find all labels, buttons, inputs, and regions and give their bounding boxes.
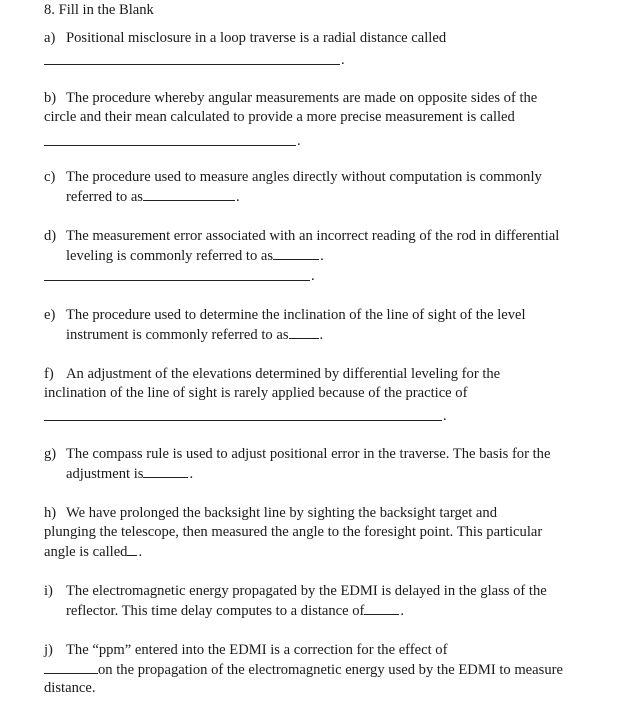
question-g-label: g)	[44, 446, 57, 462]
question-f-text-line1: An adjustment of the elevations determined by differential leveling for the	[66, 366, 501, 382]
question-j-text-line3: distance.	[44, 680, 96, 696]
question-a-text: Positional misclosure in a loop traverse is a radial distance called	[66, 30, 447, 46]
question-i-line2: reflector. This time delay computes to a distance of .	[66, 603, 405, 619]
question-j-label: j)	[44, 642, 53, 658]
question-b-text-line1: The procedure whereby angular measurements are made on opposite sides of the	[66, 90, 538, 106]
question-j-line2	[44, 660, 563, 679]
answer-blank-c[interactable]	[143, 187, 235, 201]
question-f-label: f)	[44, 366, 54, 382]
answer-blank-e[interactable]	[289, 325, 319, 339]
section-title: 8. Fill in the Blank	[44, 2, 154, 18]
question-f-text-line2: inclination of the line of sight is rarely applied because of the practice of	[44, 385, 468, 401]
period: .	[443, 408, 447, 424]
period: .	[311, 268, 315, 284]
question-d-text-line1: The measurement error associated with an incorrect reading of the rod in differential	[66, 228, 560, 244]
question-d-line2: leveling is commonly referred to as .	[66, 248, 324, 264]
question-d-text-line2: leveling is commonly referred to as	[66, 248, 274, 264]
question-b-text-line2: circle and their mean calculated to provide a more precise measurement is called	[44, 109, 515, 125]
question-h-line3: angle is called .	[44, 544, 143, 560]
question-i-label: i)	[44, 583, 53, 599]
question-d-label: d)	[44, 228, 57, 244]
question-e-line2: instrument is commonly referred to as .	[66, 327, 324, 343]
question-h-text-line2: plunging the telescope, then measured the angle to the foresight point. This particular	[44, 524, 543, 540]
question-e-label: e)	[44, 307, 56, 323]
question-h-text-line3: angle is called	[44, 544, 128, 560]
answer-blank-a[interactable]	[44, 64, 340, 65]
question-c-text-line1: The procedure used to measure angles directly without computation is commonly	[66, 169, 542, 185]
answer-blank-d[interactable]	[44, 280, 310, 281]
question-g-text-line2: adjustment is	[66, 466, 144, 482]
answer-blank-g[interactable]	[143, 464, 188, 478]
question-c-label: c)	[44, 169, 56, 185]
question-e-text-line1: The procedure used to determine the inclination of the line of sight of the level	[66, 307, 526, 323]
answer-blank-f[interactable]	[44, 420, 442, 421]
question-c-text-line2: referred to as	[66, 189, 143, 205]
question-i-text-line2: reflector. This time delay computes to a distance of	[66, 603, 365, 619]
question-g-text-line1: The compass rule is used to adjust positional error in the traverse. The basis for the	[66, 446, 551, 462]
answer-blank-h[interactable]	[127, 542, 137, 556]
question-h-label: h)	[44, 505, 57, 521]
question-j-text-line2: on the propagation of the electromagnetic energy used by the EDMI to measure	[98, 662, 563, 678]
answer-blank-i[interactable]	[364, 601, 399, 615]
question-h-text-line1: We have prolonged the backsight line by sighting the backsight target and	[66, 505, 497, 521]
question-c-line2: referred to as .	[66, 189, 240, 205]
question-j-text-line1: The “ppm” entered into the EDMI is a correction for the effect of	[66, 642, 448, 658]
period: .	[297, 133, 301, 149]
question-a-label: a)	[44, 30, 56, 46]
question-b-label: b)	[44, 90, 57, 106]
answer-blank-d-inline[interactable]	[273, 246, 319, 260]
question-e-text-line2: instrument is commonly referred to as	[66, 327, 289, 343]
period: .	[341, 52, 345, 68]
question-i-text-line1: The electromagnetic energy propagated by the EDMI is delayed in the glass of the	[66, 583, 547, 599]
answer-blank-j[interactable]	[44, 660, 98, 674]
question-g-line2: adjustment is .	[66, 466, 194, 482]
answer-blank-b[interactable]	[44, 145, 296, 146]
